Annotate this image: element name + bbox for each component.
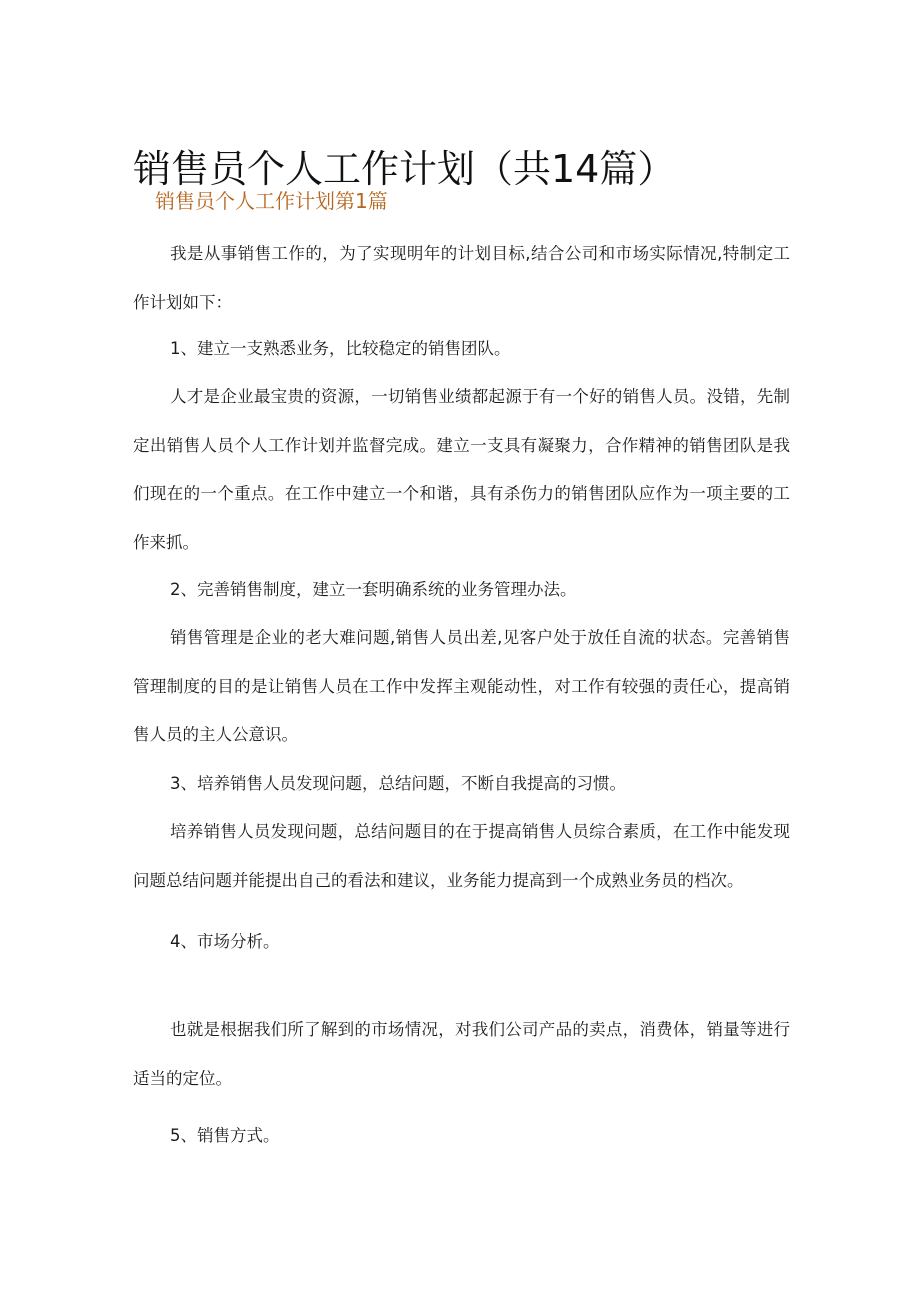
- section-heading: 销售员个人工作计划第1篇: [155, 189, 388, 213]
- paragraph-item-4-heading: 4、市场分析。: [170, 932, 280, 951]
- paragraph-item-2-heading: 2、完善销售制度，建立一套明确系统的业务管理办法。: [170, 580, 577, 599]
- paragraph-item-3-heading: 3、培养销售人员发现问题，总结问题，不断自我提高的习惯。: [170, 774, 626, 793]
- paragraph-item-1-body: 人才是企业最宝贵的资源，一切销售业绩都起源于有一个好的销售人员。没错，先制定出销售人员个人工作计划并监督完成。建立一支具有凝聚力，合作精神的销售团队是我们现在的一个重点。在工作中建立一个和谐，具有杀伤力的销售团队应作为一项主要的工作来抓。: [133, 387, 790, 552]
- document-title: 销售员个人工作计划（共14篇）: [133, 147, 676, 192]
- paragraph-intro: 我是从事销售工作的，为了实现明年的计划目标,结合公司和市场实际情况,特制定工作计划如下：: [133, 244, 790, 312]
- paragraph-item-2-body: 销售管理是企业的老大难问题,销售人员出差,见客户处于放任自流的状态。完善销售管理制度的目的是让销售人员在工作中发挥主观能动性，对工作有较强的责任心，提高销售人员的主人公意识。: [133, 628, 790, 744]
- paragraph-item-1-heading: 1、建立一支熟悉业务，比较稳定的销售团队。: [170, 339, 511, 358]
- paragraph-item-4-body: 也就是根据我们所了解到的市场情况，对我们公司产品的卖点，消费体，销量等进行适当的定位。: [133, 1020, 790, 1088]
- paragraph-item-3-body: 培养销售人员发现问题，总结问题目的在于提高销售人员综合素质，在工作中能发现问题总结问题并能提出自己的看法和建议，业务能力提高到一个成熟业务员的档次。: [133, 822, 790, 890]
- paragraph-item-5-heading: 5、销售方式。: [170, 1126, 280, 1145]
